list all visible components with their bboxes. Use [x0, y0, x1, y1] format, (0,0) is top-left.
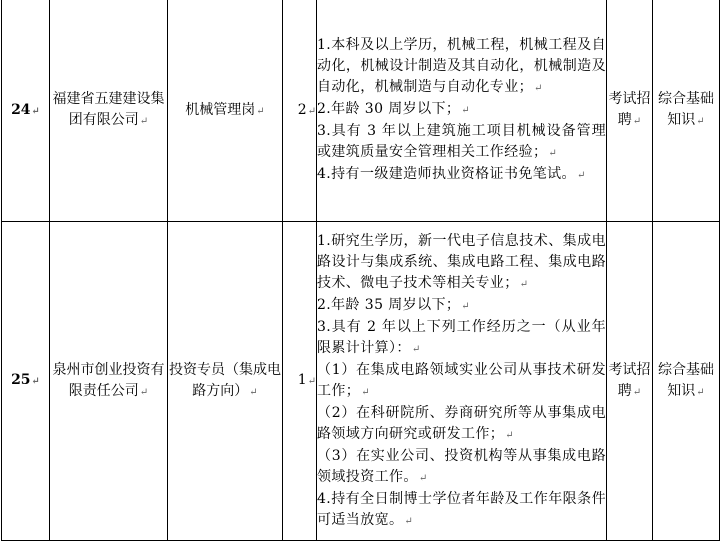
position-name: 投资专员（集成电路方向）↵	[168, 222, 283, 541]
exam-subject: 综合基础知识↵	[653, 0, 720, 222]
requirement-item: （2）在科研院所、券商研究所等从事集成电路领域方向研究或研发工作；↵	[317, 404, 606, 442]
requirement-item: 3.具有 3 年以上建筑施工项目机械设备管理或建筑质量安全管理相关工作经验；↵	[317, 123, 606, 160]
position-name: 机械管理岗↵	[168, 0, 283, 222]
requirement-item: 1.本科及以上学历，机械工程，机械工程及自动化，机械设计制造及其自动化，机械制造及自动化，机械制造与自动化专业；↵	[317, 37, 606, 95]
headcount: 2↵	[283, 0, 317, 222]
company-name: 福建省五建建设集团有限公司↵	[50, 0, 168, 222]
recruit-method: 考试招聘↵	[607, 0, 653, 222]
row-number: 24↵	[2, 0, 50, 222]
recruit-method: 考试招聘↵	[607, 222, 653, 541]
company-name: 泉州市创业投资有限责任公司↵	[50, 222, 168, 541]
table-row	[2, 0, 720, 222]
recruitment-table	[1, 0, 720, 541]
requirement-item: 2.年龄 35 周岁以下；↵	[317, 296, 471, 313]
requirement-item: 4.持有一级建造师执业资格证书免笔试。↵	[317, 166, 586, 182]
table-row	[2, 222, 720, 541]
exam-subject: 综合基础知识↵	[653, 222, 720, 541]
requirement-item: 3.具有 2 年以上下列工作经历之一（从业年限累计计算）：↵	[317, 318, 606, 356]
requirement-item: 2.年龄 30 周岁以下；↵	[317, 101, 471, 117]
row-number: 25↵	[2, 222, 50, 541]
requirements	[317, 0, 607, 222]
headcount: 1↵	[283, 222, 317, 541]
requirement-item: 4.持有全日制博士学位者年龄及工作年限条件可适当放宽。↵	[317, 490, 606, 528]
requirements	[317, 222, 607, 541]
requirement-item: 1.研究生学历，新一代电子信息技术、集成电路设计与集成系统、集成电路工程、集成电路技术、微电子技术等相关专业；↵	[317, 232, 606, 291]
requirement-item: （1）在集成电路领域实业公司从事技术研发工作；↵	[317, 361, 606, 399]
requirement-item: （3）在实业公司、投资机构等从事集成电路领域投资工作。↵	[317, 447, 606, 485]
